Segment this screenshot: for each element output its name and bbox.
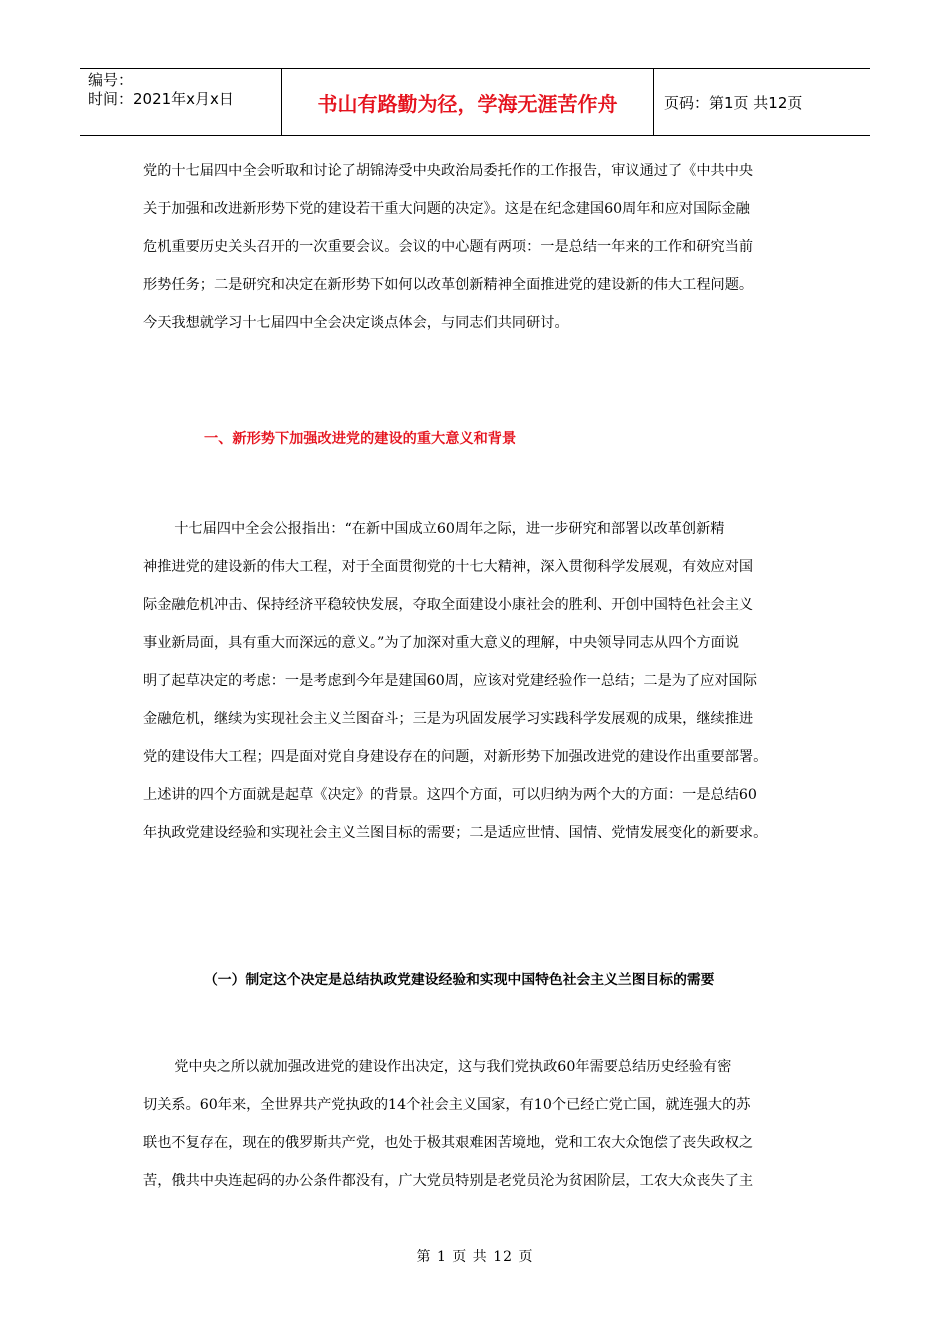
text-line: 党的十七届四中全会听取和讨论了胡锦涛受中央政治局委托作的工作报告，审议通过了《中共中央 xyxy=(143,163,754,179)
header-page-label: 页码：第1页 共12页 xyxy=(664,93,803,112)
text-line: 年执政党建设经验和实现社会主义兰图目标的需要；二是适应世情、国情、党情发展变化的新要求。 xyxy=(143,825,768,841)
subsection1-paragraph xyxy=(143,1048,808,1200)
text-line: 苦，俄共中央连起码的办公条件都没有，广大党员特别是老党员沦为贫困阶层，工农大众丧失了主 xyxy=(143,1173,754,1189)
header-table xyxy=(80,68,870,136)
text-line: 形势任务；二是研究和决定在新形势下如何以改革创新精神全面推进党的建设新的伟大工程问题。 xyxy=(143,277,754,293)
text-line: 十七届四中全会公报指出：“在新中国成立60周年之际，进一步研究和部署以改革创新精 xyxy=(174,521,725,537)
subsection-heading-1: （一）制定这个决定是总结执政党建设经验和实现中国特色社会主义兰图目标的需要 xyxy=(204,972,715,988)
number-label: 编号： xyxy=(88,71,134,89)
text-line: 际金融危机冲击、保持经济平稳较快发展，夺取全面建设小康社会的胜利、开创中国特色社会主义 xyxy=(143,597,754,613)
intro-paragraph xyxy=(143,152,808,342)
page-footer: 第 1 页 共 12 页 xyxy=(416,1249,534,1265)
header-meta xyxy=(80,69,282,135)
text-line: 神推进党的建设新的伟大工程，对于全面贯彻党的十七大精神，深入贯彻科学发展观，有效应对国 xyxy=(143,559,754,575)
text-line: 今天我想就学习十七届四中全会决定谈点体会，与同志们共同研讨。 xyxy=(143,315,569,331)
text-line: 党的建设伟大工程；四是面对党自身建设存在的问题，对新形势下加强改进党的建设作出重要部署。 xyxy=(143,749,768,765)
text-line: 党中央之所以就加强改进党的建设作出决定，这与我们党执政60年需要总结历史经验有密 xyxy=(174,1059,732,1075)
section1-paragraph xyxy=(143,510,808,852)
text-line: 金融危机，继续为实现社会主义兰图奋斗；三是为巩固发展学习实践科学发展观的成果，继续推进 xyxy=(143,711,754,727)
text-line: 上述讲的四个方面就是起草《决定》的背景。这四个方面，可以归纳为两个大的方面：一是总结60 xyxy=(143,787,757,803)
header-motto: 书山有路勤为径，学海无涯苦作舟 xyxy=(282,69,654,135)
text-line: 事业新局面，具有重大而深远的意义。”为了加深对重大意义的理解，中央领导同志从四个方面说 xyxy=(143,635,740,651)
text-line: 明了起草决定的考虑：一是考虑到今年是建国60周，应该对党建经验作一总结；二是为了应对国际 xyxy=(143,673,757,689)
date-label: 时间：2021年x月x日 xyxy=(88,90,234,108)
text-line: 危机重要历史关头召开的一次重要会议。会议的中心题有两项：一是总结一年来的工作和研究当前 xyxy=(143,239,754,255)
text-line: 关于加强和改进新形势下党的建设若干重大问题的决定》。这是在纪念建国60周年和应对国际金融 xyxy=(143,201,750,217)
text-line: 切关系。60年来，全世界共产党执政的14个社会主义国家，有10个已经亡党亡国，就连强大的苏 xyxy=(143,1097,751,1113)
text-line: 联也不复存在，现在的俄罗斯共产党，也处于极其艰难困苦境地，党和工农大众饱偿了丧失政权之 xyxy=(143,1135,754,1151)
section-heading-1: 一、新形势下加强改进党的建设的重大意义和背景 xyxy=(204,431,517,447)
